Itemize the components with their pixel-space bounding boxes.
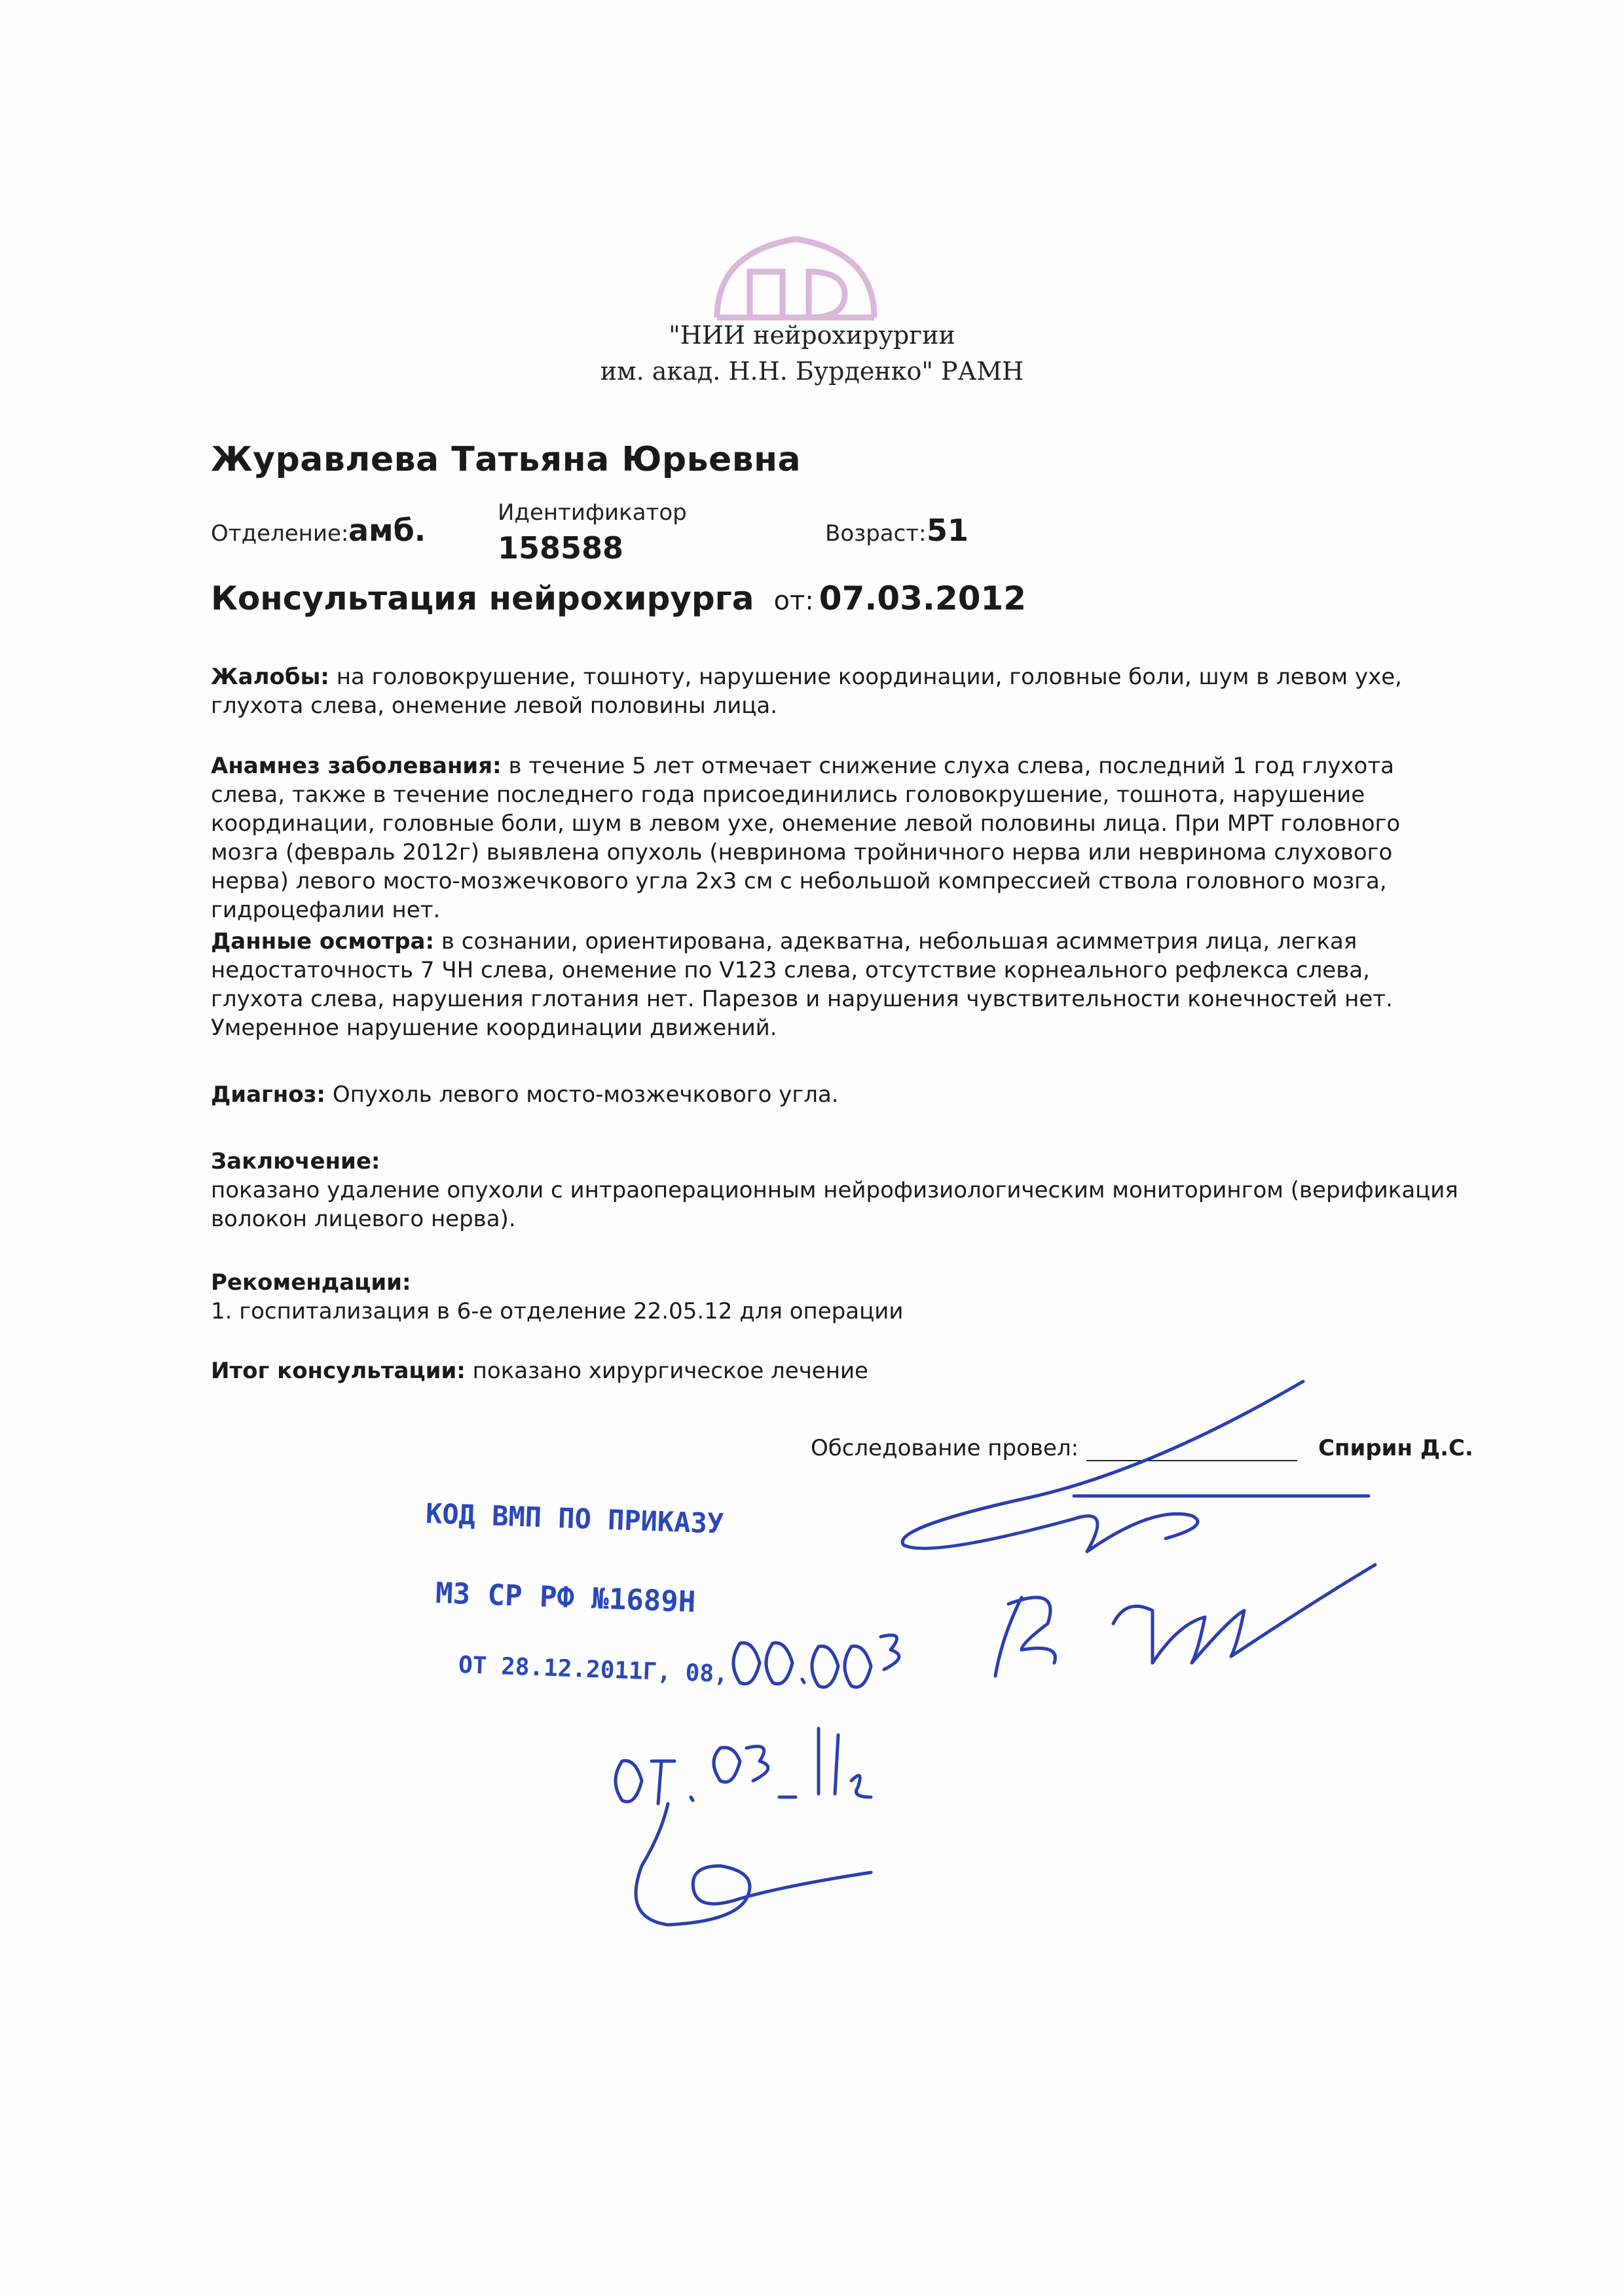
consultation-title xyxy=(211,579,1026,617)
recommendations-text: 1. госпитализация в 6-е отделение 22.05.12 для операции xyxy=(211,1298,904,1324)
outcome-label: Итог консультации: xyxy=(211,1358,466,1384)
consultation-title-text: Консультация нейрохирурга xyxy=(211,579,754,617)
stamp-line-1: КОД ВМП ПО ПРИКАЗУ xyxy=(425,1497,724,1540)
outcome-text: показано хирургическое лечение xyxy=(472,1358,868,1384)
examiner-name: Спирин Д.С. xyxy=(1318,1435,1473,1461)
second-signature-icon xyxy=(995,1565,1375,1676)
anamnesis-label: Анамнез заболевания: xyxy=(211,753,502,779)
consultation-date: 07.03.2012 xyxy=(819,579,1027,617)
examination-text: в сознании, ориентирована, адекватна, небольшая асимметрия лица, легкая недостаточность 7 ЧН слева, онемение по V123 слева, отсутствие корнеального рефлекса слева, глухота слева, нарушения глотания нет. Парезов и нарушения чувствительности конечностей нет. Умеренное нарушение координации движений. xyxy=(211,928,1393,1041)
age-label: Возраст: xyxy=(825,520,927,547)
recommendations-section xyxy=(211,1268,1468,1326)
department-label: Отделение: xyxy=(211,520,349,547)
complaints-section xyxy=(211,663,1468,720)
stamp-line-2: МЗ СР РФ №1689Н xyxy=(435,1576,697,1619)
identifier-label: Идентификатор xyxy=(498,500,687,526)
anamnesis-section xyxy=(211,752,1468,924)
patient-name: Журавлева Татьяна Юрьевна xyxy=(211,440,802,479)
identifier-value: 158588 xyxy=(498,530,624,566)
examiner-signature-icon xyxy=(902,1381,1369,1552)
outcome-section xyxy=(211,1357,1468,1385)
examination-label: Данные осмотра: xyxy=(211,928,435,955)
consultation-from-label: от: xyxy=(773,586,814,616)
handwritten-code-icon xyxy=(733,1635,899,1688)
age-value: 51 xyxy=(927,513,969,548)
diagnosis-text: Опухоль левого мосто-мозжечкового угла. xyxy=(332,1082,839,1108)
handwritten-initials-icon xyxy=(636,1804,871,1925)
conclusion-text: показано удаление опухоли с интраоперационным нейрофизиологическим мониторингом (верификация волокон лицевого нерва). xyxy=(211,1177,1458,1232)
complaints-label: Жалобы: xyxy=(211,664,329,690)
institute-logo-icon xyxy=(704,226,887,324)
conclusion-label: Заключение: xyxy=(211,1148,380,1175)
conclusion-section xyxy=(211,1147,1468,1233)
anamnesis-text: в течение 5 лет отмечает снижение слуха слева, последний 1 год глухота слева, также в течение последнего года присоединились головокрушение, тошнота, нарушение координации, головные боли, шум в левом ухе, онемение левой половины лица. При МРТ головного мозга (февраль 2012г) выявлена опухоль (невринома тройничного нерва или невринома слухового нерва) левого мосто-мозжечкового угла 2х3 см с небольшой компрессией ствола головного мозга, гидроцефалии нет. xyxy=(211,753,1401,923)
examination-section xyxy=(211,927,1468,1042)
examiner-line xyxy=(811,1435,1473,1461)
recommendations-label: Рекомендации: xyxy=(211,1269,411,1296)
handwritten-date-icon xyxy=(616,1728,871,1804)
diagnosis-label: Диагноз: xyxy=(211,1082,326,1108)
diagnosis-section xyxy=(211,1080,1468,1109)
department-value: амб. xyxy=(348,513,426,548)
institution-name-line-2: им. акад. Н.Н. Бурденко" РАМН xyxy=(600,357,1024,386)
complaints-text: на головокрушение, тошноту, нарушение координации, головные боли, шум в левом ухе, глухота слева, онемение левой половины лица. xyxy=(211,664,1402,719)
examiner-label: Обследование провел: xyxy=(811,1435,1079,1461)
institution-name-line-1: "НИИ нейрохирургии xyxy=(669,321,955,350)
stamp-line-3: ОТ 28.12.2011Г, 08, xyxy=(458,1651,729,1688)
signature-line xyxy=(1086,1440,1297,1461)
